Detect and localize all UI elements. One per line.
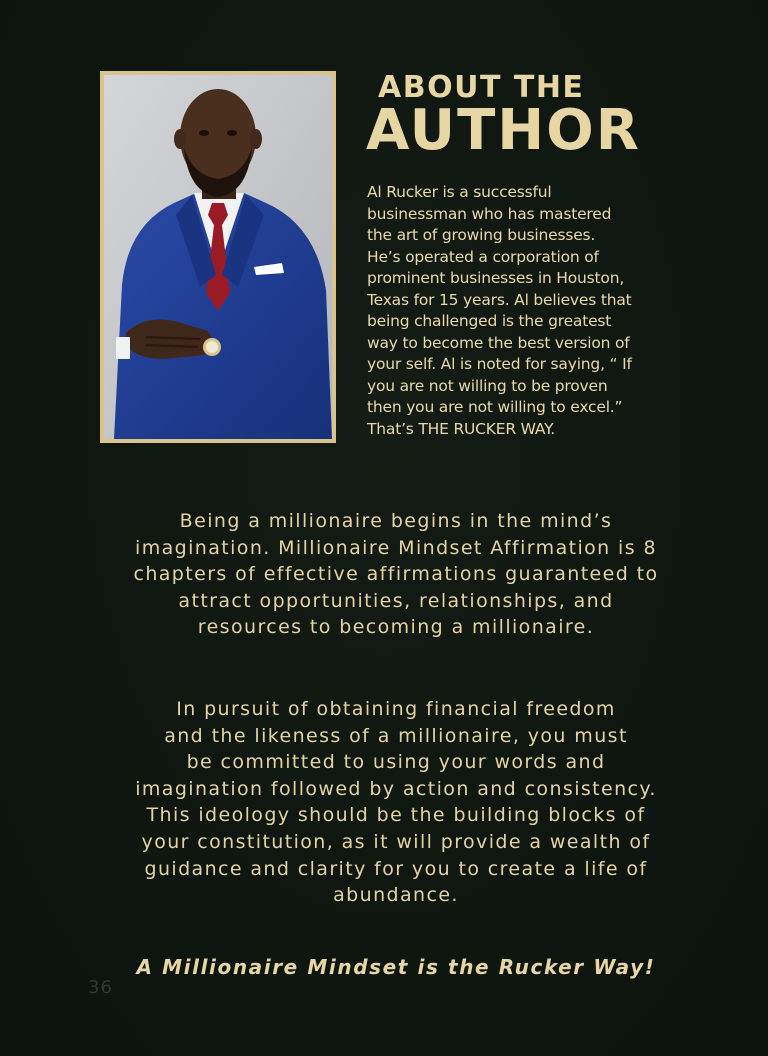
bio-line: the art of growing businesses. xyxy=(367,226,596,244)
pursuit-line: guidance and clarity for you to create a life of xyxy=(144,857,648,880)
tagline: A Millionaire Mindset is the Rucker Way! xyxy=(136,955,656,979)
pursuit-line: be committed to using your words and xyxy=(186,751,606,774)
bio-line: Texas for 15 years. Al believes that xyxy=(367,290,632,309)
intro-line: attract opportunities, relationships, and xyxy=(178,589,614,612)
heading-about-the: ABOUT THE xyxy=(378,70,585,105)
pursuit-line: your constitution, as it will provide a wealth of xyxy=(141,830,651,853)
bio-line: way to become the best version of xyxy=(367,333,630,352)
page-number: 36 xyxy=(88,977,113,998)
author-photo-image xyxy=(104,75,332,439)
pursuit-line: In pursuit of obtaining financial freedom xyxy=(176,698,616,720)
bio-line: businessman who has mastered xyxy=(367,204,612,223)
author-portrait xyxy=(100,71,336,443)
bio-line: you are not willing to be proven xyxy=(367,376,608,395)
bio-line: Al Rucker is a successful xyxy=(367,183,552,201)
pursuit-line: abundance. xyxy=(333,884,459,907)
bio-line: then you are not willing to excel.” xyxy=(367,398,623,416)
bio-line: He’s operated a corporation of xyxy=(367,247,599,266)
intro-paragraph xyxy=(90,508,702,641)
author-bio xyxy=(367,182,687,440)
pursuit-line: This ideology should be the building blocks of xyxy=(146,804,646,827)
heading-author: AUTHOR xyxy=(366,98,641,163)
pursuit-line: imagination followed by action and consistency. xyxy=(135,777,657,800)
bio-line: being challenged is the greatest xyxy=(367,312,612,330)
intro-line: Being a millionaire begins in the mind’s xyxy=(179,510,613,532)
intro-line: resources to becoming a millionaire. xyxy=(197,616,595,639)
bio-line: That’s THE RUCKER WAY. xyxy=(367,419,555,438)
bio-line: your self. Al is noted for saying, “ If xyxy=(367,355,632,373)
intro-line: imagination. Millionaire Mindset Affirmation is 8 xyxy=(135,536,657,559)
bio-line: prominent businesses in Houston, xyxy=(367,269,625,287)
pursuit-line: and the likeness of a millionaire, you must xyxy=(164,724,628,747)
intro-line: chapters of effective affirmations guaranteed to xyxy=(133,563,659,586)
pursuit-paragraph xyxy=(90,696,702,909)
